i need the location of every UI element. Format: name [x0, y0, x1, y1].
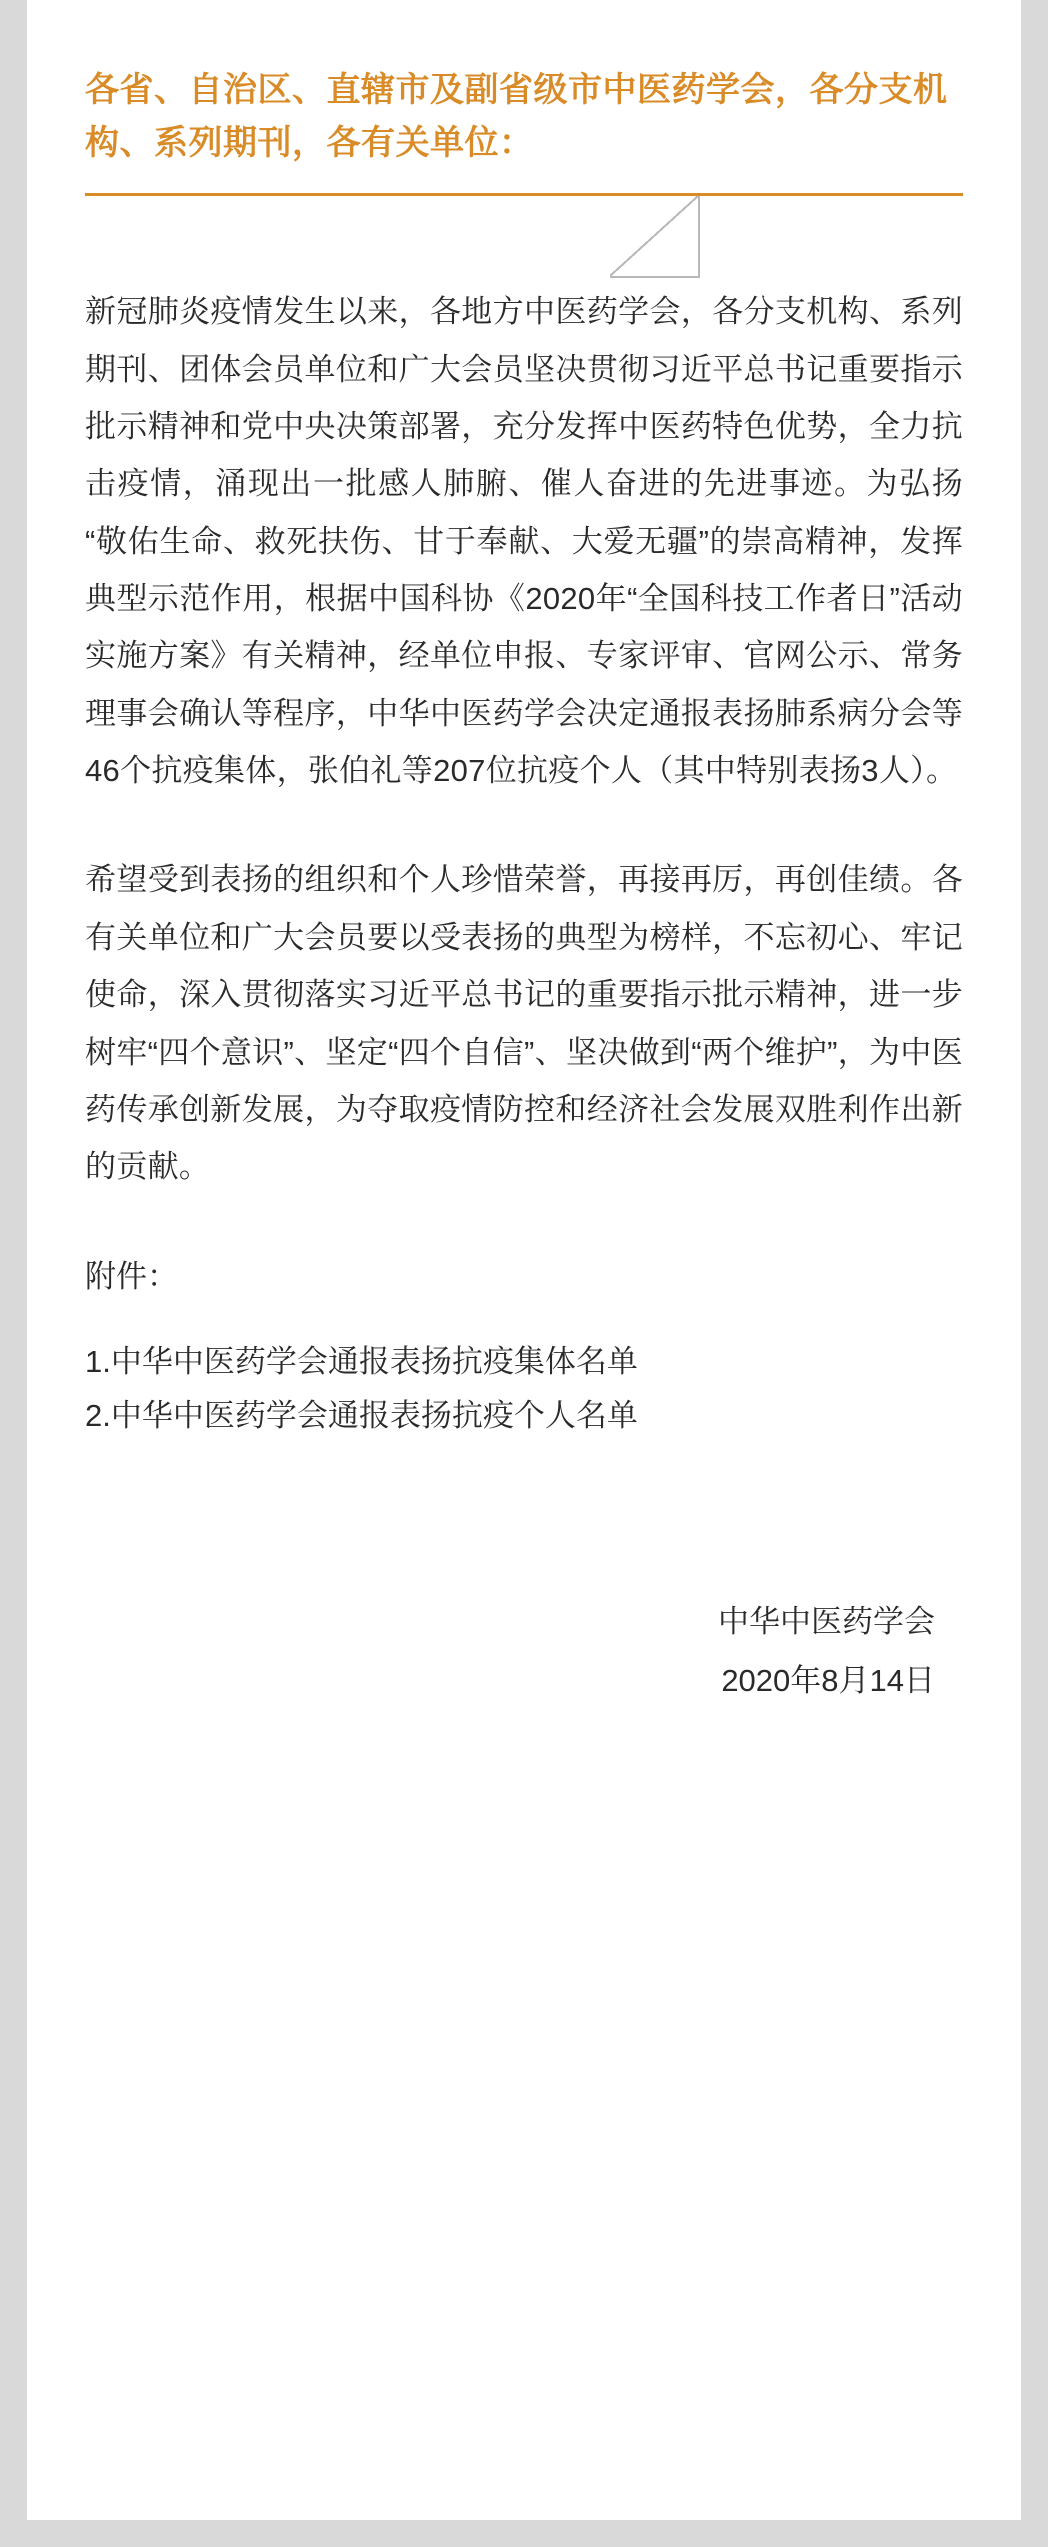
attachments-label: 附件： [85, 1258, 178, 1294]
attachment-item-1: 1.中华中医药学会通报表扬抗疫集体名单 [85, 1343, 638, 1379]
bottom-spacer [85, 1711, 963, 1821]
salutation: 各省、自治区、直辖市及副省级市中医药学会，各分支机构、系列期刊，各有关单位： [85, 71, 948, 162]
paragraph-2: 希望受到表扬的组织和个人珍惜荣誉，再接再厉，再创佳绩。各有关单位和广大会员要以受表扬的典型为榜样，不忘初心、牢记使命，深入贯彻落实习近平总书记的重要指示批示精神，进一步树牢“四个意识”、坚定“四个自信”、坚决做到“两个维护”，为中医药传承创新发展，为夺取疫情防控和经济社会发展双胜利作出新的贡献。 [85, 862, 963, 1185]
paragraph-1: 新冠肺炎疫情发生以来，各地方中医药学会，各分支机构、系列期刊、团体会员单位和广大会员坚决贯彻习近平总书记重要指示批示精神和党中央决策部署，充分发挥中医药特色优势，全力抗击疫情，涌现出一批感人肺腑、催人奋进的先进事迹。为弘扬“敬佑生命、救死扶伤、甘于奉献、大爱无疆”的崇高精神，发挥典型示范作用，根据中国科协《2020年“全国科技工作者日”活动实施方案》有关精神，经单位申报、专家评审、官网公示、常务理事会确认等程序，中华中医药学会决定通报表扬肺系病分会等46个抗疫集体，张伯礼等207位抗疫个人（其中特别表扬3人）。 [85, 294, 963, 789]
signature-date: 2020年8月14日 [721, 1663, 935, 1699]
signature-block [85, 1593, 963, 1711]
document-content [27, 0, 1021, 1821]
header-divider-group [85, 193, 963, 283]
attachment-item-2: 2.中华中医药学会通报表扬抗疫个人名单 [85, 1398, 638, 1434]
signature-organization: 中华中医药学会 [718, 1604, 935, 1640]
document-sheet [27, 0, 1021, 2520]
page-fold-decoration [610, 196, 700, 278]
accent-rule [85, 193, 963, 196]
